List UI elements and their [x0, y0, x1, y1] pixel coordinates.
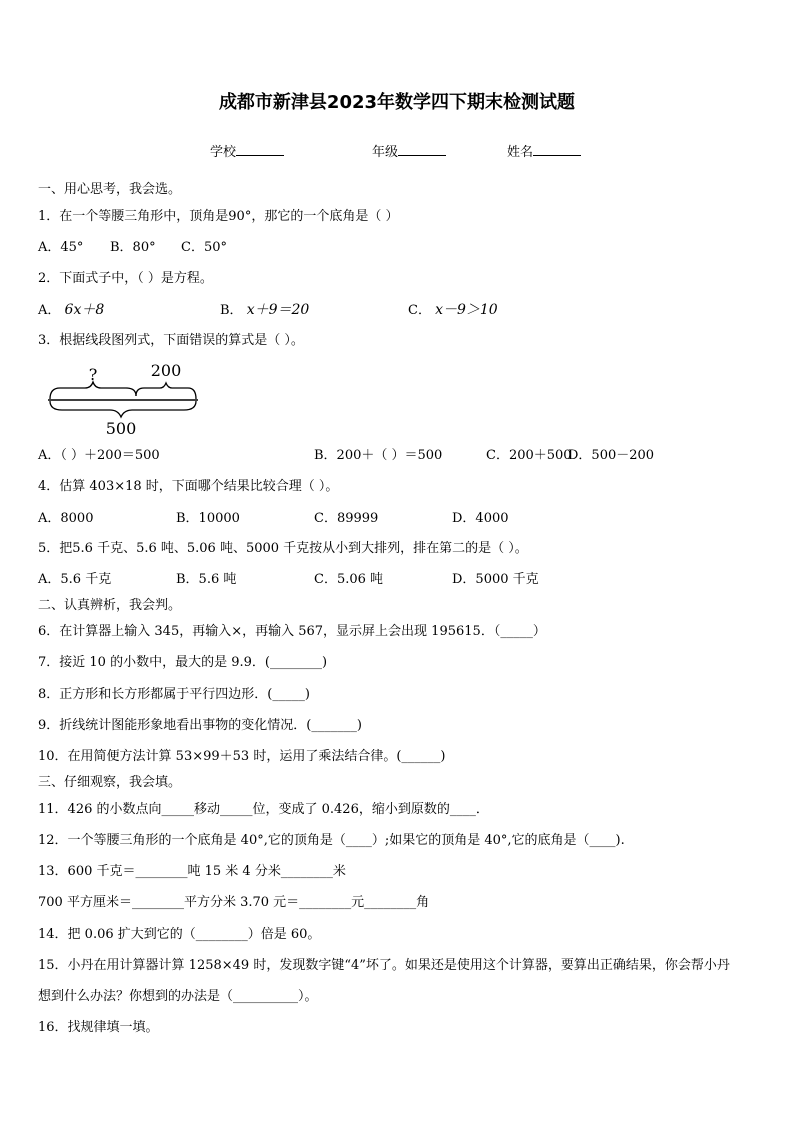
q15-line-1: 15．小丹在用计算器计算 1258×49 时，发现数字键“4”坏了。如果还是使用这个计算器，要算出正确结果，你会帮小丹 — [38, 958, 730, 973]
q5-option-a[interactable]: A．5.6 千克 — [38, 572, 112, 587]
q4-stem: 4．估算 403×18 时，下面哪个结果比较合理（ ）。 — [38, 479, 339, 494]
q2-option-b-label: B． — [220, 303, 243, 318]
q4-option-c[interactable]: C．89999 — [314, 511, 379, 526]
q5-option-c[interactable]: C．5.06 吨 — [314, 572, 384, 587]
q2-option-c-label: C． — [408, 303, 431, 318]
q2-option-c[interactable] — [408, 302, 498, 319]
q3-option-b[interactable]: B．200＋（ ）＝500 — [314, 448, 443, 463]
section-3-heading: 三、仔细观察，我会填。 — [38, 775, 182, 790]
school-field[interactable] — [210, 141, 284, 160]
diagram-question-label: ? — [88, 365, 98, 384]
q3-option-a[interactable]: A．（ ）＋200＝500 — [38, 448, 160, 463]
q3-option-c[interactable]: C．200＋500 — [486, 448, 572, 463]
q8: 8．正方形和长方形都属于平行四边形．(_____) — [38, 687, 310, 702]
q3-line-segment-diagram — [40, 356, 205, 442]
q11: 11．426 的小数点向_____移动_____位，变成了 0.426，缩小到原数的____． — [38, 802, 489, 817]
q14: 14．把 0.06 扩大到它的（________）倍是 60。 — [38, 927, 321, 942]
q2-option-c-expr: x－9＞10 — [435, 302, 498, 318]
name-blank[interactable] — [533, 143, 581, 156]
section-1-heading: 一、用心思考，我会选。 — [38, 182, 182, 197]
diagram-brace-right — [136, 383, 196, 399]
q13-line-1: 13．600 千克＝________吨 15 米 4 分米________米 — [38, 864, 346, 879]
name-label: 姓名 — [507, 145, 534, 160]
q5-option-d[interactable]: D．5000 千克 — [452, 572, 539, 587]
grade-blank[interactable] — [398, 143, 446, 156]
diagram-500-label: 500 — [105, 419, 137, 438]
q10: 10．在用简便方法计算 53×99＋53 时，运用了乘法结合律。(______) — [38, 749, 446, 764]
q2-option-a-label: A． — [38, 303, 61, 318]
grade-field[interactable] — [372, 141, 446, 160]
grade-label: 年级 — [372, 145, 399, 160]
q2-option-a-expr: 6x＋8 — [64, 302, 105, 318]
q7: 7．接近 10 的小数中，最大的是 9.9．(________) — [38, 655, 328, 670]
q4-option-b[interactable]: B．10000 — [176, 511, 240, 526]
q1-option-c[interactable]: C．50° — [181, 240, 227, 255]
q5-option-b[interactable]: B．5.6 吨 — [176, 572, 237, 587]
q2-option-a[interactable] — [38, 302, 104, 319]
page-title: 成都市新津县2023年数学四下期末检测试题 — [218, 92, 576, 113]
q3-option-d[interactable]: D．500－200 — [568, 448, 655, 463]
school-blank[interactable] — [236, 143, 284, 156]
q2-stem: 2．下面式子中，（ ）是方程。 — [38, 271, 213, 286]
diagram-200-label: 200 — [150, 361, 182, 380]
q2-option-b[interactable] — [220, 302, 309, 319]
q2-option-b-expr: x＋9＝20 — [246, 302, 310, 318]
q1-stem: 1．在一个等腰三角形中，顶角是90°，那它的一个底角是（ ） — [38, 209, 399, 224]
diagram-brace-bottom — [50, 401, 196, 417]
diagram-brace-left — [50, 382, 136, 399]
q15-line-2: 想到什么办法？你想到的办法是（__________）。 — [38, 989, 318, 1004]
school-label: 学校 — [210, 145, 237, 160]
q5-stem: 5．把5.6 千克、5.6 吨、5.06 吨、5000 千克按从小到大排列，排在第二的是（ ）。 — [38, 541, 528, 556]
section-2-heading: 二、认真辨析，我会判。 — [38, 598, 182, 613]
q6: 6．在计算器上输入 345，再输入×，再输入 567，显示屏上会出现 195615．（_____） — [38, 624, 546, 639]
q13-line-2: 700 平方厘米＝________平方分米 3.70 元＝________元________角 — [38, 895, 430, 910]
q1-option-b[interactable]: B．80° — [110, 240, 156, 255]
q16: 16．找规律填一填。 — [38, 1020, 159, 1035]
q4-option-d[interactable]: D．4000 — [452, 511, 509, 526]
q4-option-a[interactable]: A．8000 — [38, 511, 94, 526]
q3-stem: 3．根据线段图列式，下面错误的算式是（ ）。 — [38, 333, 304, 348]
q1-option-a[interactable]: A．45° — [38, 240, 84, 255]
name-field[interactable] — [507, 141, 581, 160]
q12: 12．一个等腰三角形的一个底角是 40°,它的顶角是（____）;如果它的顶角是 40°,它的底角是（____). — [38, 833, 625, 848]
q9: 9．折线统计图能形象地看出事物的变化情况．(_______) — [38, 718, 362, 733]
